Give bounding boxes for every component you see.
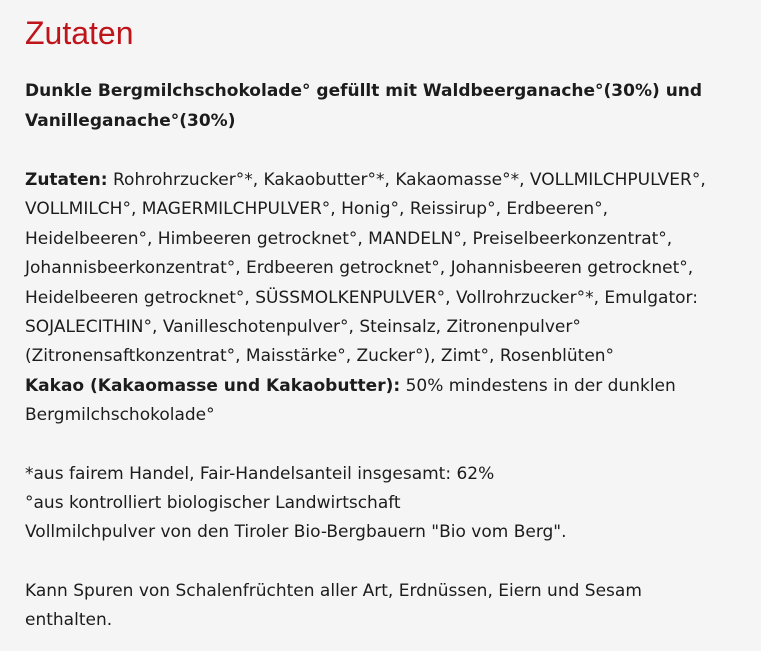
ingredients-line-3: Heidelbeeren°, Himbeeren getrocknet°, MANDELN°, Preiselbeerkonzentrat°, <box>25 228 673 249</box>
ingredients-line-4: Johannisbeerkonzentrat°, Erdbeeren getrocknet°, Johannisbeeren getrocknet°, <box>25 258 694 279</box>
allergen-line-1: Kann Spuren von Schalenfrüchten aller Art, Erdnüssen, Eiern und Sesam <box>25 580 642 601</box>
footnote-milk-origin: Vollmilchpulver von den Tiroler Bio-Bergbauern "Bio vom Berg". <box>25 522 567 543</box>
section-heading: Zutaten <box>25 15 134 51</box>
allergen-line-2: enthalten. <box>25 610 113 631</box>
ingredients-line-2: VOLLMILCH°, MAGERMILCHPULVER°, Honig°, Reissirup°, Erdbeeren°, <box>25 199 609 220</box>
ingredients-text: Rohrohrzucker°*, Kakaobutter°*, Kakaomasse°*, VOLLMILCHPULVER°, <box>107 170 706 190</box>
allergen-notice <box>25 577 741 636</box>
product-description-line-2: Vanilleganache°(30%) <box>25 111 236 131</box>
ingredients-line-1 <box>25 166 741 195</box>
cocoa-line-1 <box>25 372 741 401</box>
footnote-fairtrade: *aus fairem Handel, Fair-Handelsanteil insgesamt: 62% <box>25 463 495 484</box>
ingredients-list <box>25 166 741 372</box>
ingredients-line-7: (Zitronensaftkonzentrat°, Maisstärke°, Zucker°), Zimt°, Rosenblüten° <box>25 346 615 367</box>
footnotes <box>25 460 741 548</box>
product-description-line-1: Dunkle Bergmilchschokolade° gefüllt mit Waldbeerganache°(30%) und <box>25 81 703 101</box>
ingredients-line-5: Heidelbeeren getrocknet°, SÜSSMOLKENPULVER°, Vollrohrzucker°*, Emulgator: <box>25 287 698 308</box>
product-description <box>25 76 741 136</box>
cocoa-label: Kakao (Kakaomasse und Kakaobutter): <box>25 375 401 396</box>
cocoa-line-2: Bergmilchschokolade° <box>25 405 215 426</box>
ingredients-line-6: SOJALECITHIN°, Vanilleschotenpulver°, Steinsalz, Zitronenpulver° <box>25 317 581 338</box>
cocoa-content <box>25 372 741 431</box>
footnote-organic: °aus kontrolliert biologischer Landwirtschaft <box>25 493 401 514</box>
cocoa-text: 50% mindestens in der dunklen <box>400 375 676 396</box>
ingredients-label: Zutaten: <box>25 170 108 190</box>
